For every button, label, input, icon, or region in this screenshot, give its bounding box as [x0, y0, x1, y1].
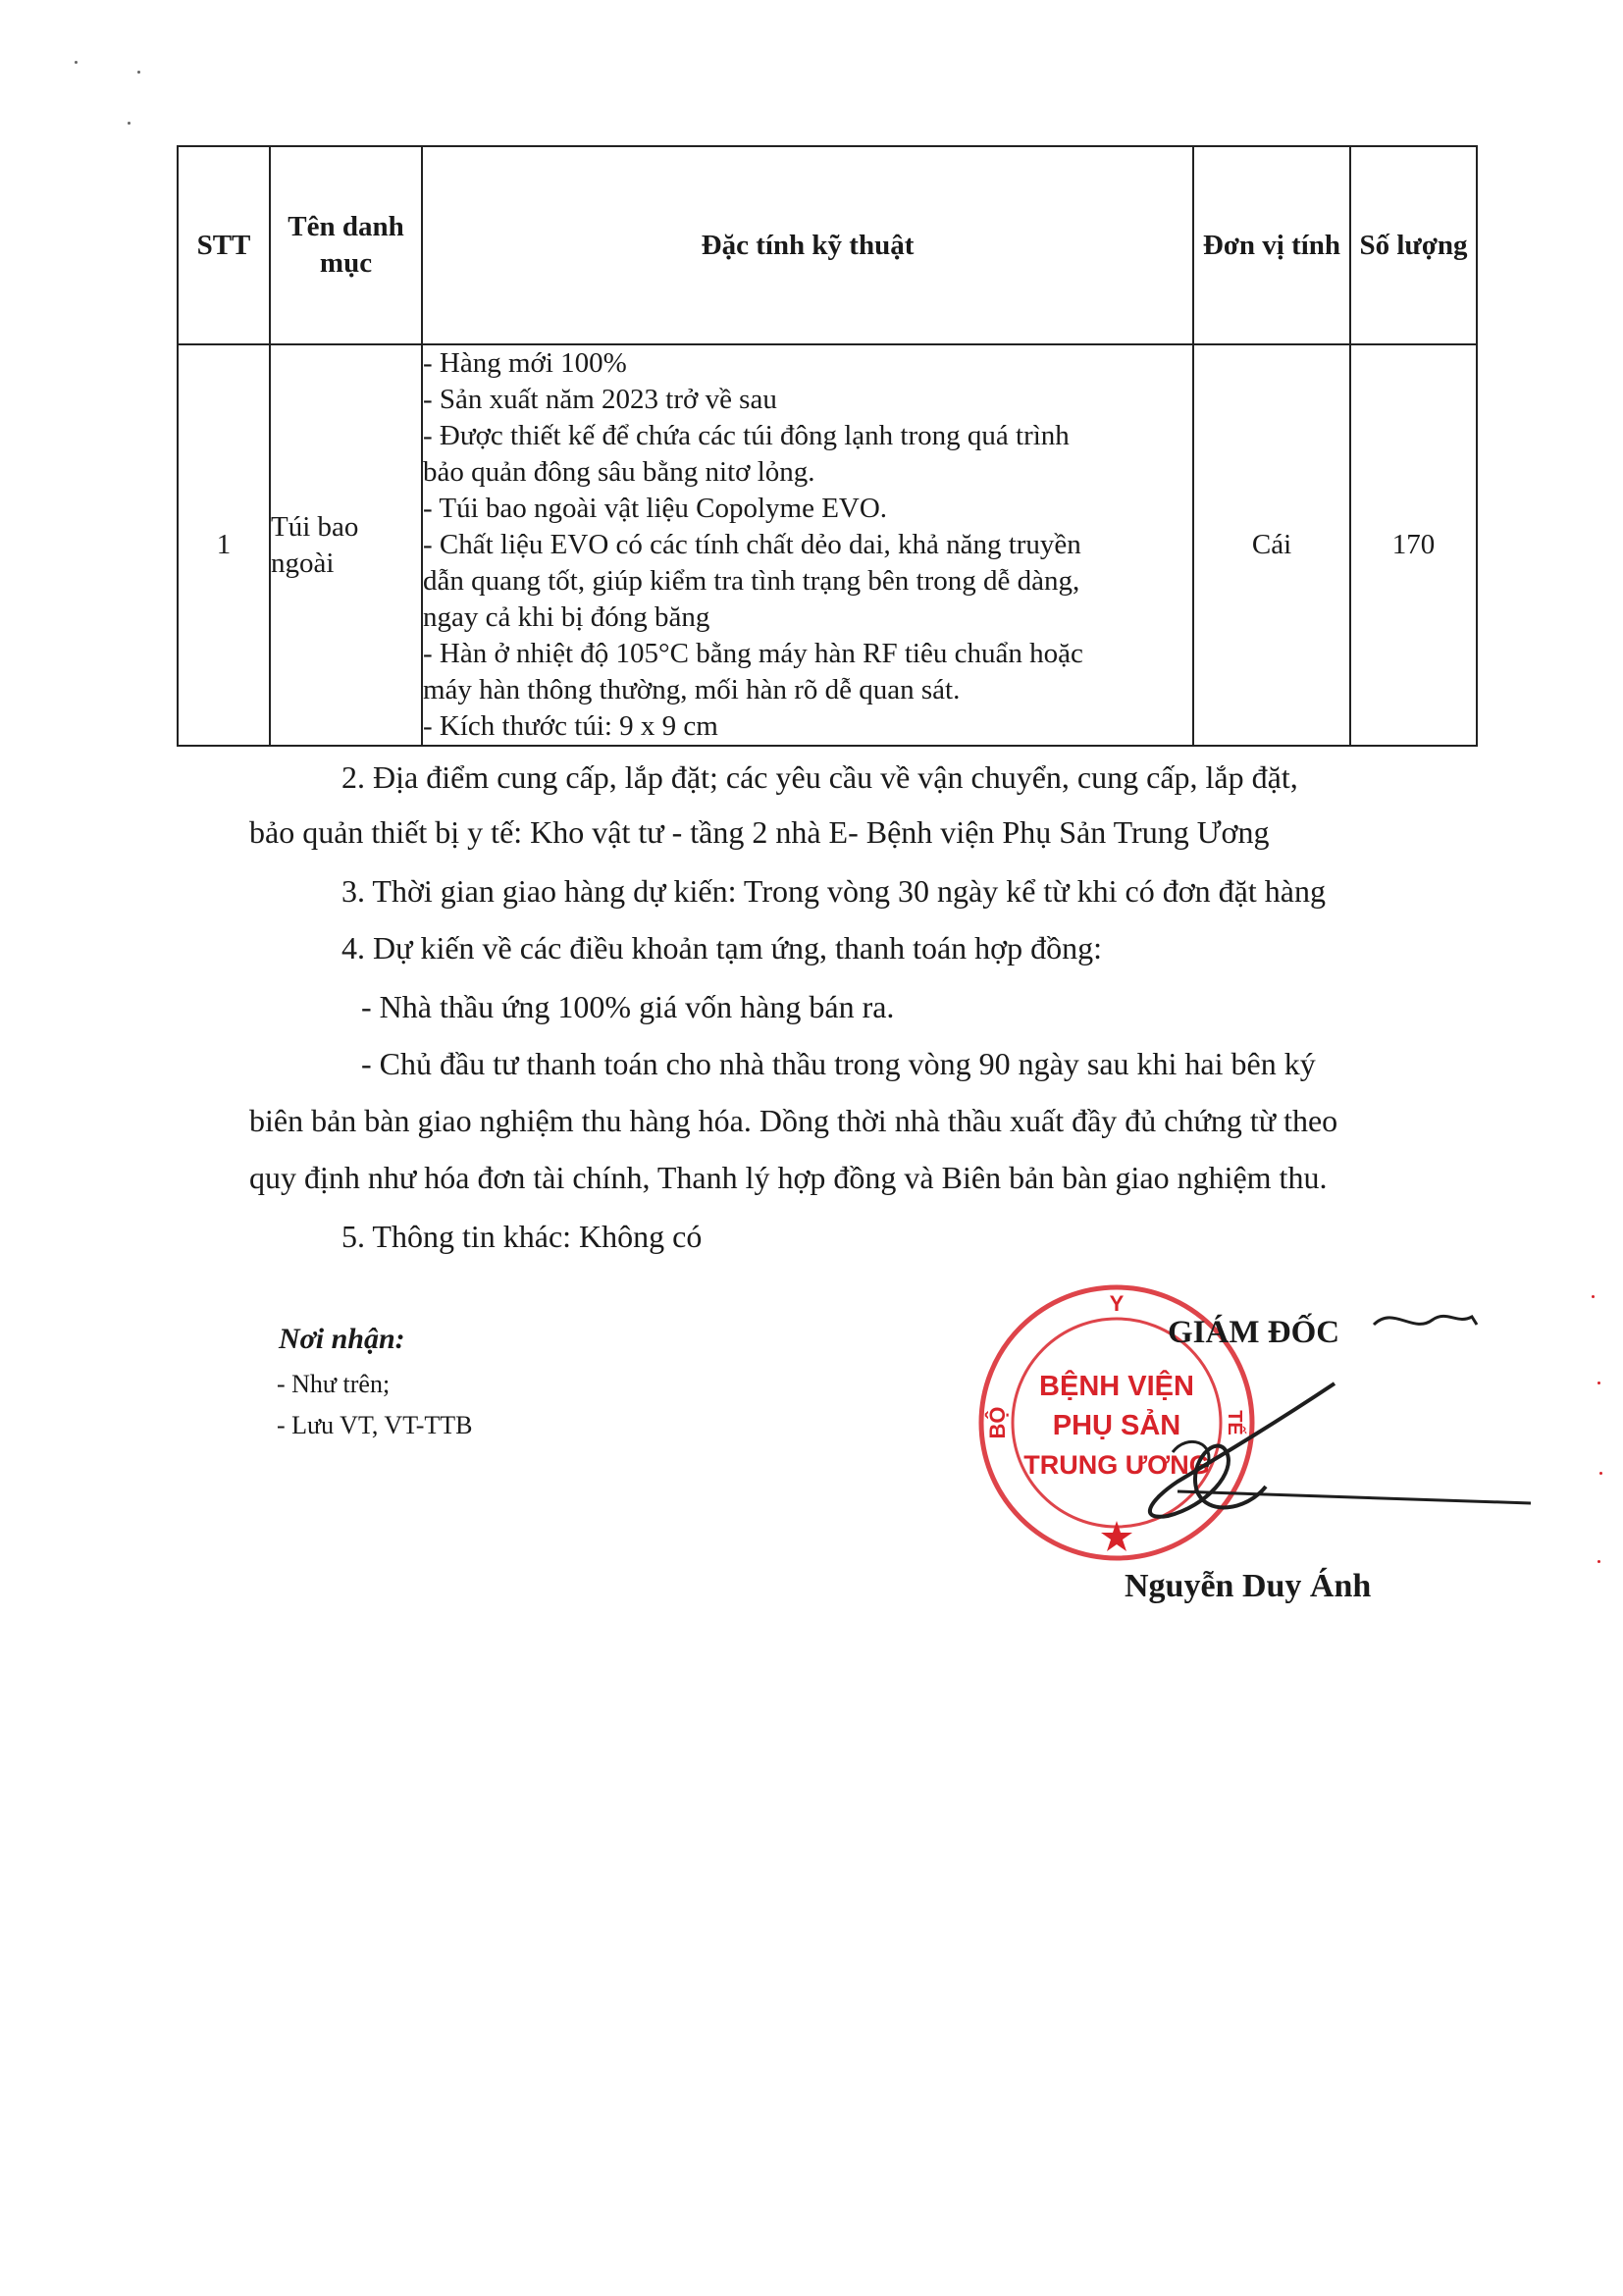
cell-quantity: 170	[1350, 344, 1477, 746]
recipient-item: - Như trên;	[277, 1370, 391, 1398]
signer-name: Nguyễn Duy Ánh	[1125, 1568, 1372, 1604]
header-item-name: Tên danh mục	[270, 146, 422, 344]
paragraph-advance-payment: - Nhà thầu ứng 100% giá vốn hàng bán ra.	[361, 989, 895, 1024]
scan-speck	[1599, 1472, 1602, 1475]
scan-speck	[75, 61, 78, 64]
scan-speck	[137, 71, 140, 74]
recipient-item: - Lưu VT, VT-TTB	[277, 1411, 473, 1439]
cell-unit: Cái	[1193, 344, 1350, 746]
spec-line: - Sản xuất năm 2023 trở về sau	[423, 384, 777, 415]
spec-line: - Được thiết kế để chứa các túi đông lạnh trong quá trình	[423, 420, 1070, 451]
signer-title: GIÁM ĐỐC	[1168, 1315, 1340, 1350]
spec-line: - Hàng mới 100%	[423, 347, 627, 379]
paragraph-delivery-time: 3. Thời gian giao hàng dự kiến: Trong vòng 30 ngày kể từ khi có đơn đặt hàng	[341, 873, 1326, 909]
cell-technical-spec	[422, 344, 1193, 746]
paragraph-investor-payment: - Chủ đầu tư thanh toán cho nhà thầu trong vòng 90 ngày sau khi hai bên ký	[361, 1046, 1316, 1081]
scan-speck	[1597, 1382, 1600, 1384]
spec-line: - Túi bao ngoài vật liệu Copolyme EVO.	[423, 493, 888, 524]
paragraph-payment-terms: 4. Dự kiến về các điều khoản tạm ứng, thanh toán hợp đồng:	[341, 930, 1102, 965]
stamp-line: BỆNH VIỆN	[1039, 1371, 1194, 1402]
paragraph-delivery-location-cont: bảo quản thiết bị y tế: Kho vật tư - tầng 2 nhà E- Bệnh viện Phụ Sản Trung Ương	[249, 814, 1270, 850]
spec-line: - Hàn ở nhiệt độ 105°C bằng máy hàn RF tiêu chuẩn hoặc	[423, 638, 1083, 669]
handwritten-signature	[1079, 1295, 1550, 1550]
paragraph-delivery-location: 2. Địa điểm cung cấp, lắp đặt; các yêu cầu về vận chuyển, cung cấp, lắp đặt,	[341, 759, 1298, 795]
spec-line: - Chất liệu EVO có các tính chất dẻo dai, khả năng truyền	[423, 529, 1081, 560]
stamp-left-text: BỘ	[985, 1406, 1010, 1439]
scan-speck	[1592, 1295, 1595, 1298]
paragraph-investor-payment-cont: quy định như hóa đơn tài chính, Thanh lý hợp đồng và Biên bản bàn giao nghiệm thu.	[249, 1160, 1328, 1195]
header-quantity: Số lượng	[1350, 146, 1477, 344]
spec-line: dẫn quang tốt, giúp kiểm tra tình trạng bên trong dễ dàng,	[423, 565, 1080, 597]
stamp-right-text: TẾ	[1224, 1410, 1245, 1435]
spec-line: - Kích thước túi: 9 x 9 cm	[423, 710, 718, 742]
cell-stt: 1	[178, 344, 270, 746]
spec-line: bảo quản đông sâu bằng nitơ lỏng.	[423, 456, 815, 488]
stamp-line: PHỤ SẢN	[1052, 1410, 1181, 1441]
paragraph-investor-payment-cont: biên bản bàn giao nghiệm thu hàng hóa. Dồng thời nhà thầu xuất đầy đủ chứng từ theo	[249, 1103, 1338, 1138]
table-header-row	[178, 146, 1477, 344]
header-unit: Đơn vị tính	[1193, 146, 1350, 344]
header-technical-spec: Đặc tính kỹ thuật	[422, 146, 1193, 344]
scan-speck	[128, 122, 131, 125]
spec-line: máy hàn thông thường, mối hàn rõ dễ quan sát.	[423, 674, 961, 705]
stamp-line: TRUNG ƯƠNG	[1023, 1450, 1210, 1480]
paragraph-other-info: 5. Thông tin khác: Không có	[341, 1219, 703, 1254]
recipients-title: Nơi nhận:	[279, 1323, 405, 1355]
table-row	[178, 344, 1477, 746]
header-stt: STT	[178, 146, 270, 344]
cell-item-name: Túi bao ngoài	[270, 344, 422, 746]
scan-speck	[1597, 1560, 1600, 1563]
technical-spec-table	[177, 145, 1478, 747]
stamp-top-text: Y	[1109, 1291, 1125, 1316]
spec-line: ngay cả khi bị đóng băng	[423, 601, 710, 633]
